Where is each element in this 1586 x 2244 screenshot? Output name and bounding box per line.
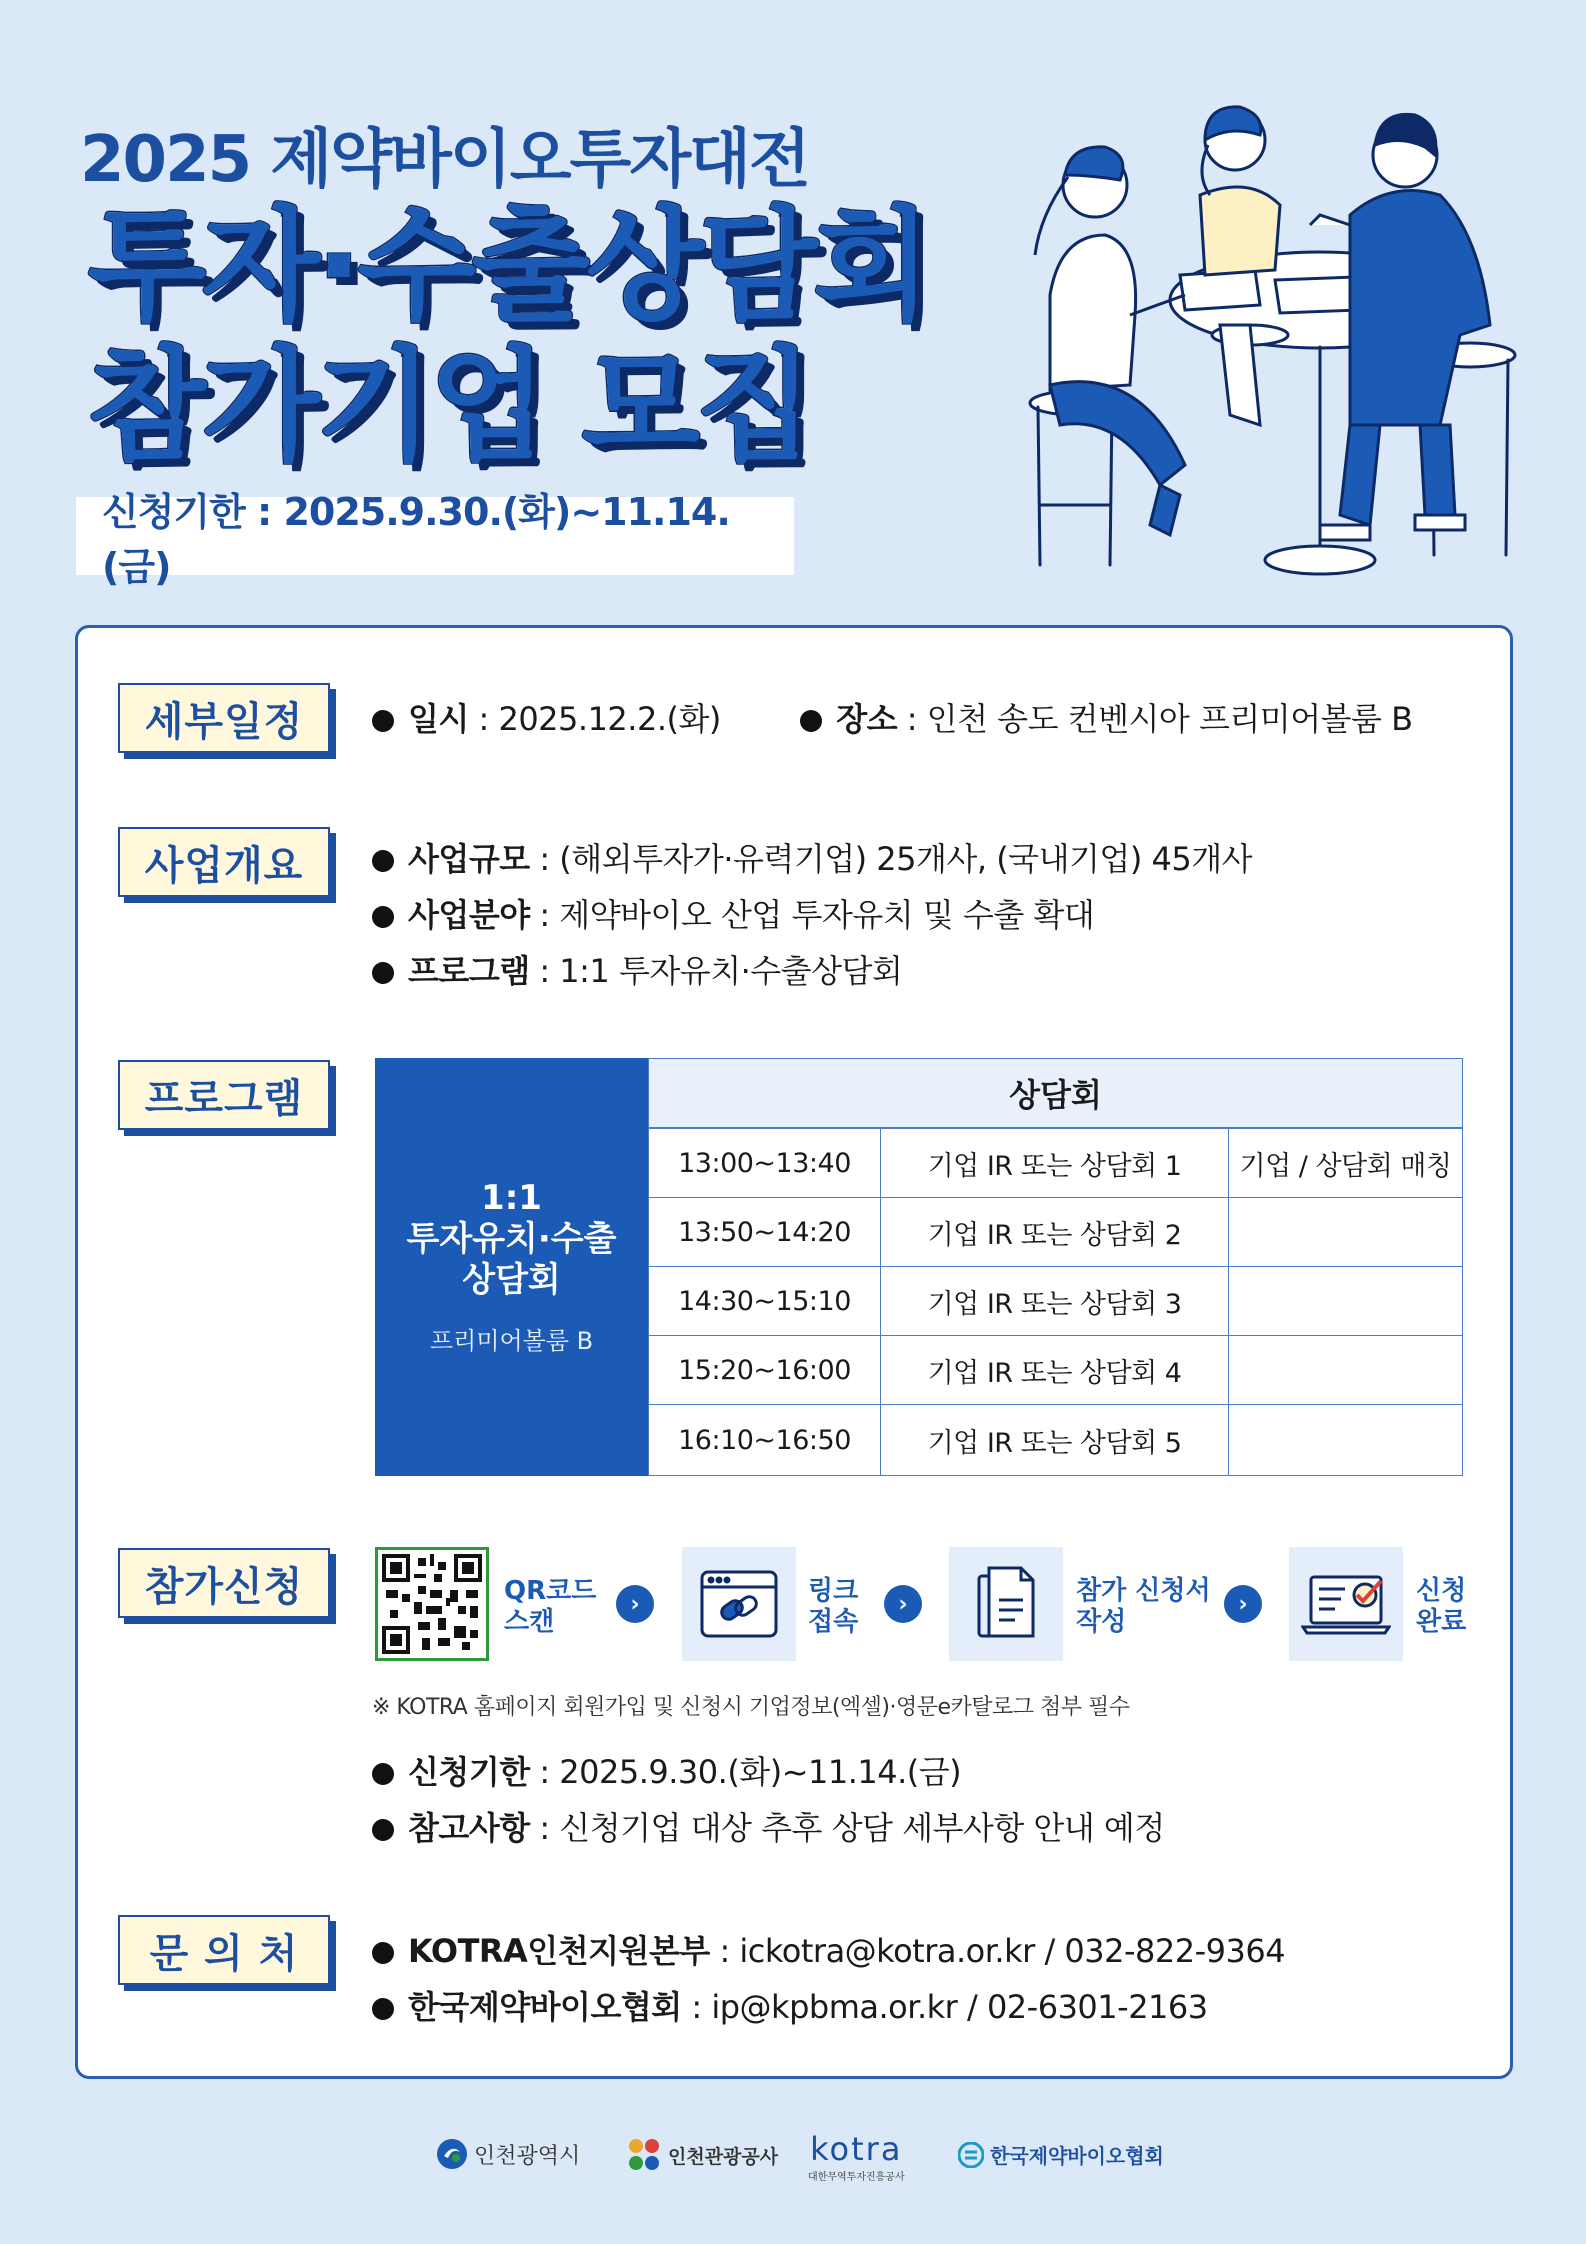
apply-label: 신청기한 bbox=[408, 1753, 530, 1791]
apply-item bbox=[372, 1747, 961, 1793]
program-title: 1:1 투자유치·수출 상담회 bbox=[406, 1178, 617, 1300]
empty-cell bbox=[1228, 1197, 1463, 1267]
link-browser-icon bbox=[682, 1547, 796, 1661]
bullet-dot bbox=[372, 906, 394, 928]
session-cell: 기업 IR 또는 상담회 1 bbox=[880, 1128, 1229, 1198]
time-cell: 15:20~16:00 bbox=[648, 1335, 881, 1405]
step-label-qr: QR코드 스캔 bbox=[504, 1576, 597, 1638]
document-icon bbox=[949, 1547, 1063, 1661]
overview-label: 사업규모 bbox=[408, 840, 530, 878]
schedule-line bbox=[372, 694, 1413, 740]
contact-label: KOTRA인천지원본부 bbox=[408, 1932, 710, 1970]
kotra-logo bbox=[808, 2130, 905, 2183]
step-label-done: 신청 완료 bbox=[1416, 1576, 1467, 1638]
time-cell: 16:10~16:50 bbox=[648, 1404, 881, 1476]
program-header: 상담회 bbox=[648, 1058, 1463, 1128]
chevron-right-icon: › bbox=[1224, 1585, 1262, 1623]
chevron-right-icon: › bbox=[884, 1585, 922, 1623]
session-cell: 기업 IR 또는 상담회 5 bbox=[880, 1404, 1229, 1476]
time-cell: 13:50~14:20 bbox=[648, 1197, 881, 1267]
empty-cell bbox=[1228, 1404, 1463, 1476]
bullet-dot bbox=[372, 1819, 394, 1841]
overview-item bbox=[372, 946, 902, 992]
apply-item bbox=[372, 1803, 1165, 1849]
bullet-dot bbox=[372, 710, 394, 732]
program-venue: 프리미어볼룸 B bbox=[429, 1326, 594, 1355]
kpbma-logo bbox=[958, 2140, 1164, 2169]
chevron-right-icon: › bbox=[616, 1585, 654, 1623]
tourism-emblem-icon bbox=[626, 2136, 664, 2174]
kpbma-emblem-icon bbox=[958, 2142, 984, 2168]
contact-item bbox=[372, 1982, 1208, 2028]
deadline-banner: 신청기한 : 2025.9.30.(화)~11.14.(금) bbox=[76, 497, 794, 575]
logo-text: kotra bbox=[810, 2130, 903, 2168]
meeting-illustration bbox=[1020, 85, 1540, 605]
overview-label: 프로그램 bbox=[408, 952, 530, 990]
logo-text: 인천광역시 bbox=[474, 2143, 581, 2169]
section-tag-contact: 문 의 처 bbox=[118, 1915, 330, 1985]
overview-item bbox=[372, 890, 1094, 936]
bullet-dot bbox=[372, 1998, 394, 2020]
apply-note: ※ KOTRA 홈페이지 회원가입 및 신청시 기업정보(엑셀)·영문e카탈로그 첨부 필수 bbox=[372, 1695, 1130, 1720]
step-label-form: 참가 신청서 작성 bbox=[1076, 1576, 1211, 1638]
apply-value: : 2025.9.30.(화)~11.14.(금) bbox=[529, 1753, 962, 1791]
overview-value: : 1:1 투자유치·수출상담회 bbox=[529, 952, 903, 990]
logo-text: 인천관광공사 bbox=[668, 2145, 779, 2168]
contact-label: 한국제약바이오협회 bbox=[408, 1988, 682, 2026]
section-tag-apply: 참가신청 bbox=[118, 1548, 330, 1618]
incheon-tourism-logo bbox=[626, 2136, 778, 2174]
contact-item bbox=[372, 1926, 1285, 1972]
session-cell: 기업 IR 또는 상담회 4 bbox=[880, 1335, 1229, 1405]
session-cell: 기업 IR 또는 상담회 2 bbox=[880, 1197, 1229, 1267]
incheon-emblem-icon bbox=[436, 2138, 468, 2170]
laptop-check-icon bbox=[1289, 1547, 1403, 1661]
overview-value: : 제약바이오 산업 투자유치 및 수출 확대 bbox=[529, 896, 1095, 934]
bullet-dot bbox=[372, 1942, 394, 1964]
section-tag-program: 프로그램 bbox=[118, 1060, 330, 1130]
overview-item bbox=[372, 834, 1252, 880]
bullet-dot bbox=[372, 1763, 394, 1785]
empty-cell bbox=[1228, 1335, 1463, 1405]
overview-label: 사업분야 bbox=[408, 896, 530, 934]
place-label: 장소 bbox=[836, 700, 898, 738]
program-table bbox=[375, 1058, 1463, 1476]
time-cell: 13:00~13:40 bbox=[648, 1128, 881, 1198]
section-tag-overview: 사업개요 bbox=[118, 827, 330, 897]
footer-logos bbox=[0, 2130, 1586, 2183]
main-title-line1: 투자·수출상담회 bbox=[88, 195, 928, 337]
session-cell: 기업 IR 또는 상담회 3 bbox=[880, 1266, 1229, 1336]
section-tag-schedule: 세부일정 bbox=[118, 683, 330, 753]
matching-cell: 기업 / 상담회 매칭 bbox=[1228, 1128, 1463, 1198]
apply-value: : 신청기업 대상 추후 상담 세부사항 안내 예정 bbox=[529, 1809, 1165, 1847]
date-value: : 2025.12.2.(화) bbox=[468, 700, 721, 738]
overview-value: : (해외투자가·유력기업) 25개사, (국내기업) 45개사 bbox=[529, 840, 1253, 878]
step-label-link: 링크 접속 bbox=[808, 1576, 859, 1638]
incheon-city-logo bbox=[436, 2138, 580, 2170]
event-subtitle: 2025 제약바이오투자대전 bbox=[80, 123, 809, 197]
logo-text: 한국제약바이오협회 bbox=[990, 2144, 1164, 2168]
program-title-cell bbox=[375, 1058, 648, 1476]
time-cell: 14:30~15:10 bbox=[648, 1266, 881, 1336]
bullet-dot bbox=[372, 962, 394, 984]
place-value: : 인천 송도 컨벤시아 프리미어볼룸 B bbox=[897, 700, 1413, 738]
date-label: 일시 bbox=[408, 700, 469, 738]
bullet-dot bbox=[372, 850, 394, 872]
apply-label: 참고사항 bbox=[408, 1809, 530, 1847]
contact-value[interactable]: : ip@kpbma.or.kr / 02-6301-2163 bbox=[681, 1988, 1208, 2026]
contact-value[interactable]: : ickotra@kotra.or.kr / 032-822-9364 bbox=[709, 1932, 1286, 1970]
logo-subtext: 대한무역투자진흥공사 bbox=[808, 2172, 905, 2183]
main-title-line2: 참가기업 모집 bbox=[88, 335, 810, 477]
empty-cell bbox=[1228, 1266, 1463, 1336]
qr-code-icon[interactable] bbox=[375, 1547, 489, 1661]
bullet-dot bbox=[800, 710, 822, 732]
